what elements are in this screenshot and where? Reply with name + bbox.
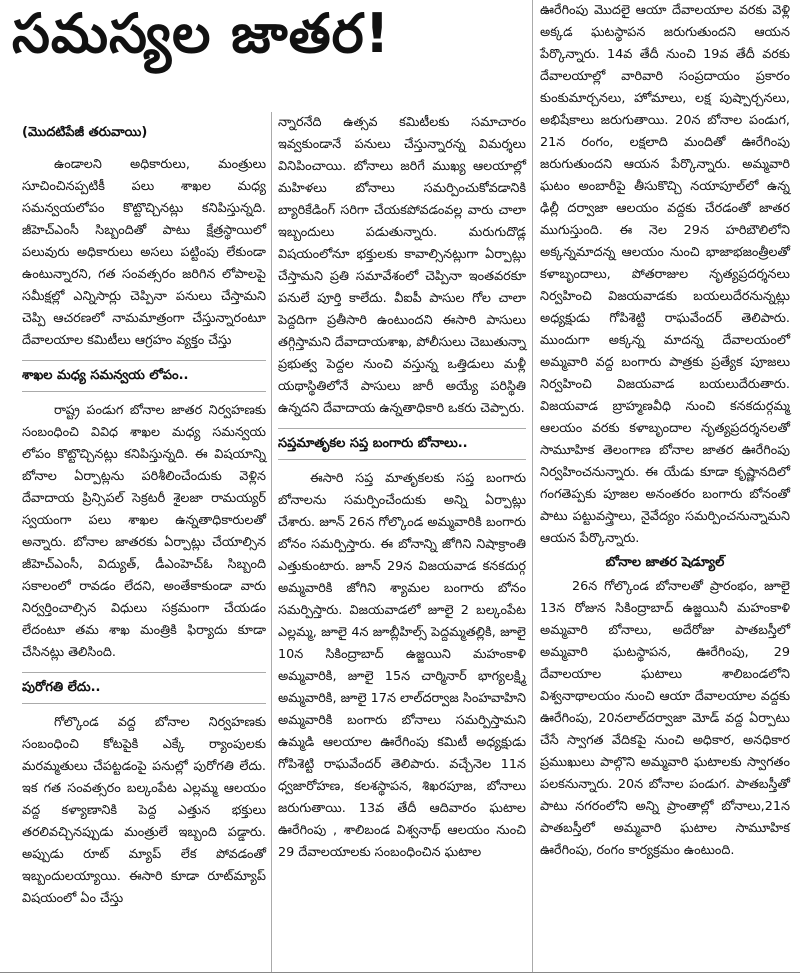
column-divider [532,0,533,972]
body-paragraph: రాష్ట్ర పండుగ బోనాల జాతర నిర్వహణకు సంబంధించి వివిధ శాఖల మధ్య సమన్వయ లోపం కొట్టొచ్చినట్లు కనిపిస్తున్నది. ఈ విషయాన్ని బోనాల ఏర్పాట్లను పరిశీలించేందుకు వెళ్లిన దేవాదాయ ప్రిన్సిపల్ సెక్రటరీ శైలజా రామయ్యర్ స్వయంగా పలు శాఖల ఉన్నతాధికారులతో అన్నారు. బోనాల జాతరకు ఏర్పాట్లు చేయాల్సిన జీహెచ్ఎంసీ, విద్యుత్, డీఎంహెచ్ఓ సిబ్బంది సకాలంలో రావడం లేదని, అంతేకాకుండా వారు నిర్వర్తించాల్సిన విధులు సక్రమంగా చేయడం లేదంటూ తమ శాఖ మంత్రికి ఫిర్యాదు కూడా చేసినట్లు తెలిసింది. [22,403,266,660]
body-paragraph: న్నారనేది ఉత్సవ కమిటీలకు సమాచారం ఇవ్వకుండానే పనులు చేస్తున్నారన్న విమర్శలు వినిపించాయి. బోనాలు జరిగే ముఖ్య ఆలయాల్లో మహిళలు బోనాలు సమర్పించుకోవడానికి బ్యారికేడింగ్ సరిగా చేయకపోవడంవల్ల వారు చాలా ఇబ్బందులు పడుతున్నారు. మరుగుదొడ్ల విషయంలోనూ భక్తులకు కావాల్సినట్లుగా ఏర్పాట్లు చేస్తామని ప్రతి సమావేశంలో చెప్పినా ఇంతవరకూ పనులే పూర్తి కాలేదు. వీఐపీ పాసుల గోల చాలా పెద్దదిగా ప్రతీసారి ఉంటుందని ఈసారి పాసులు తగ్గిస్తామని దేవాదాయశాఖ, పోలీసులు చెబుతున్నా ప్రభుత్వ పెద్దల నుంచి వస్తున్న ఒత్తిడులు మళ్లీ యథాస్థితిలోనే పాసులు జారీ అయ్యే పరిస్థితి ఉన్నదని దేవాదాయ ఉన్నతాధికారి ఒకరు చెప్పారు. [278,115,526,416]
body-paragraph: 26న గోల్కొండ బోనాలతో ప్రారంభం, జూలై 13న రోజున సికింద్రాబాద్ ఉజ్జయినీ మహంకాళి అమ్మవారి బోనాలు, అదేరోజు పాతబస్తీలో అమ్మవారి ఘటస్థాపన, ఊరేగింపు, 29 దేవాలయాల ఘటాలు శాలిబండలోని విశ్వనాథాలయం నుంచి ఆయా దేవాలయాల వద్దకు ఊరేగింపు, 20నలాల్‌దర్వాజా మోడ్ వద్ద ఏర్పాటు చేసే స్వాగత వేదికపై నుంచి అధికార, అనధికార ప్రముఖులు పాల్గొని అమ్మవారి ఘటాలకు స్వాగతం పలకనున్నారు. 20న బోనాల పండుగ. పాతబస్తీతో పాటు నగరంలోని అన్ని ప్రాంతాల్లో బోనాలు,21న పాతబస్తీలో అమ్మవారి ఘటాల సామూహిక ఊరేగింపు, రంగం కార్యక్రమం ఉంటుంది. [540,579,790,858]
article-column-2 [278,112,526,972]
column-divider [271,112,272,972]
schedule-heading: బోనాల జాతర షెడ్యూల్ [605,555,725,570]
article-column-3 [540,0,790,972]
subheading: సప్తమాతృకల సప్త బంగారు బోనాలు.. [278,428,526,460]
article-column-1 [22,112,266,972]
body-paragraph: ఈసారి సప్త మాతృకలకు సప్త బంగారు బోనాలను సమర్పించేందుకు అన్ని ఏర్పాట్లు చేశారు. జూన్ 26న గోల్కొండ అమ్మవారికి బంగారు బోనం సమర్పిస్తారు. ఈ బోనాన్ని జోగిని నిషాక్రాంతి ఎత్తుకుంటారు. జూన్ 29న విజయవాడ కనకదుర్గ అమ్మవారికి జోగిని శ్యామల బంగారు బోనం సమర్పిస్తారు. విజయవాడలో జూలై 2 బల్కంపేట ఎల్లమ్మ, జూలై 4న జూబ్లీహిల్స్ పెద్దమ్మతల్లికి, జూలై 10న సికింద్రాబాద్ ఉజ్జయిని మహంకాళి అమ్మవారికి, జూలై 15న చార్మినార్ భాగ్యలక్ష్మి అమ్మవారికి, జూలై 17న లాల్‌దర్వాజ సింహవాహిని అమ్మవారికి బంగారు బోనాలు సమర్పిస్తామని ఉమ్మడి ఆలయాల ఊరేగింపు కమిటీ అధ్యక్షుడు గోపిశెట్టి రాఘవేందర్ తెలిపారు. వచ్చేనెల 11న ధ్వజారోహణ, కలశస్థాపన, శిఖరపూజ, బోనాలు జరుగుతాయి. 13వ తేదీ ఆదివారం ఘటాల ఊరేగింపు , శాలిబండ విశ్వనాథ్ ఆలయం నుంచి 29 దేవాలయాలకు సంబంధించిన ఘటాల [278,471,526,860]
subheading: పురోగతి లేదు.. [22,672,266,704]
continuation-tag: (మొదటిపేజీ తరువాయి) [22,125,148,140]
body-paragraph: ఊరేగింపు మొదలై ఆయా దేవాలయాల వరకు వెళ్లి అక్కడ ఘటస్థాపన జరుగుతుందని ఆయన పేర్కొన్నారు. 14వ తేదీ నుంచి 19వ తేదీ వరకు దేవాలయాల్లో వారివారి సంప్రదాయం ప్రకారం కుంకుమార్చనలు, హోమాలు, లక్ష పుష్పార్చనలు, అభిషేకాలు జరుగుతాయి. 20న బోనాల పండుగ, 21న రంగం, లక్షలాది మందితో ఊరేగింపు జరుగుతుందని ఆయన పేర్కొన్నారు. అమ్మవారి ఘటం అంబారీపై తీసుకొచ్చి నయాపూల్‌లో ఉన్న ఢిల్లీ దర్వాజా ఆలయం వద్దకు చేరడంతో జాతర ముగుస్తుంది. ఈ నెల 29న హరిబౌలిలోని అక్కన్నమాదన్న ఆలయం నుంచి భాజాభజంత్రీలతో కళాబృందాలు, పోతరాజుల నృత్యప్రదర్శనలు నిర్వహించి విజయవాడకు బయలుదేరనున్నట్లు అధ్యక్షుడు గోపిశెట్టి రాఘవేందర్ తెలిపారు. ముందుగా అక్కన్న మాదన్న దేవాలయంలో అమ్మవారి వద్ద బంగారు పాత్రకు ప్రత్యేక పూజలు నిర్వహించి విజయవాడ బయలుదేరుతారు. విజయవాడ బ్రాహ్మణవీధి నుంచి కనకదుర్గమ్మ ఆలయం వరకు కళాబృందాల నృత్యప్రదర్శనలతో సామూహిక తెలంగాణ బోనాల జాతర ఊరేగింపు నిర్వహించనున్నారు. ఈ యేడు కూడా కృష్ణానదిలో గంగతెప్పకు పూజల అనంతరం బంగారు బోనంతో పాటు పట్టువస్త్రాలు, నైవేద్యం సమర్పించనున్నామని ఆయన పేర్కొన్నారు. [540,3,790,546]
headline: సమస్యల జాతర! [12,2,391,65]
subheading: శాఖల మధ్య సమన్వయ లోపం.. [22,360,266,392]
body-paragraph: ఉండాలని అధికారులు, మంత్రులు సూచించినప్పటికీ పలు శాఖల మధ్య సమన్వయలోపం కొట్టొచ్చినట్లు కనిపిస్తున్నది. జీహెచ్ఎంసీ సిబ్బందితో పాటు క్షేత్రస్థాయిలో పలువురు అధికారులు అసలు పట్టింపు లేకుండా ఉంటున్నారని, గత సంవత్సరం జరిగిన లోపాలపై సమీక్షల్లో ఎన్నిసార్లు చెప్పినా పనులు చేస్తామని చెప్పి ఆచరణలో నామమాత్రంగా చేస్తున్నారంటూ దేవాలయాల కమిటీలు ఆగ్రహం వ్యక్తం చేస్తు [22,157,266,348]
bottom-rule [0,972,800,973]
body-paragraph: గోల్కొండ వద్ద బోనాల నిర్వహణకు సంబంధించి కోటపైకి ఎక్కే ర్యాంపులకు మరమ్మతులు చేపట్టడంపై పనుల్లో పురోగతి లేదు. ఇక గత సంవత్సరం బల్కంపేట ఎల్లమ్మ ఆలయం వద్ద కళ్యాణానికి పెద్ద ఎత్తున భక్తులు తరలివచ్చినప్పుడు మంత్రులే ఇబ్బంది పడ్డారు. అప్పుడు రూట్ మ్యాప్ లేక పోవడంతో ఇబ్బందులయ్యాయి. ఈసారి కూడా రూట్‌మ్యాప్ విషయంలో ఏం చేస్తు [22,715,266,906]
